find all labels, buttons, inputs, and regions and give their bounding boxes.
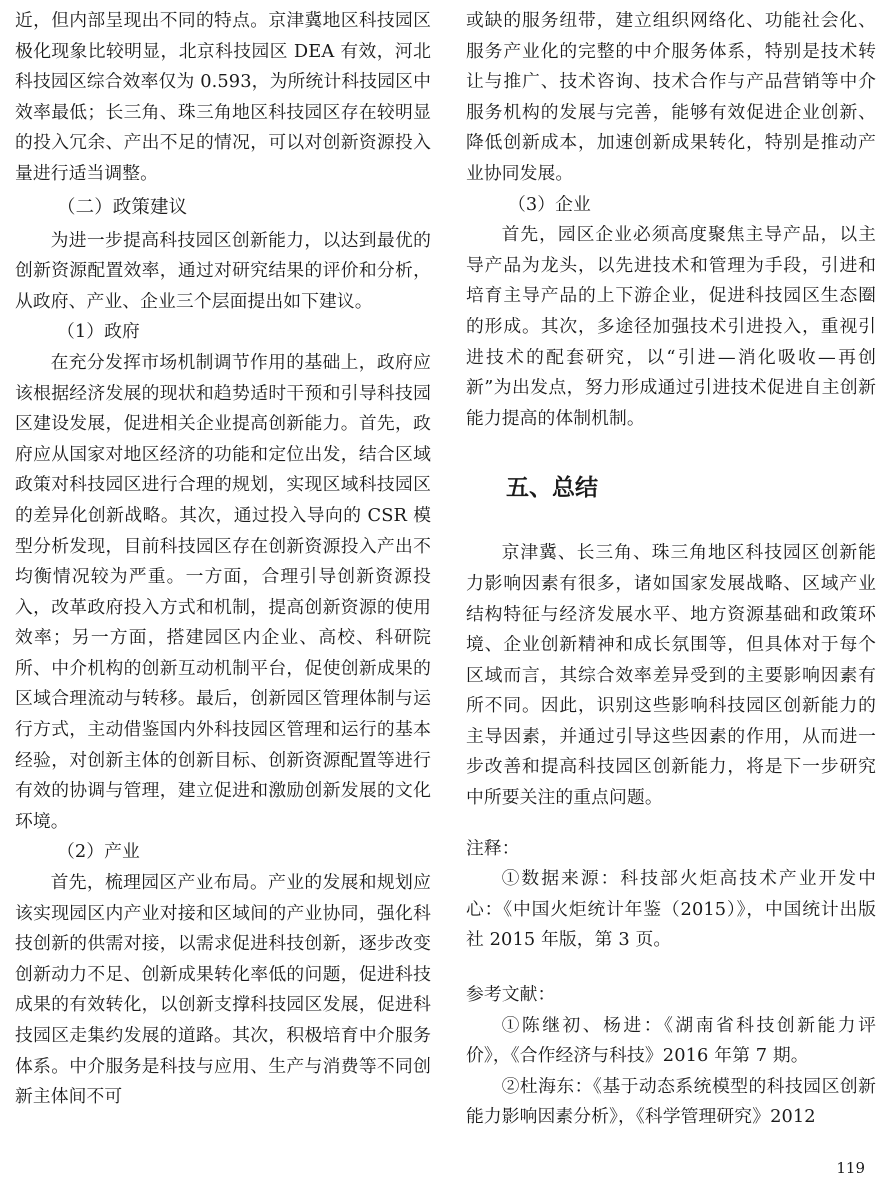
continued-paragraph: 或缺的服务纽带，建立组织网络化、功能社会化、服务产业化的完整的中介服务体系，特别是技术转让与推广、技术咨询、技术合作与产品营销等中介服务机构的发展与完善，能够有效促进企业创新、降低创新成本，加速创新成果转化，特别是推动产业协同发展。	[466, 10, 876, 184]
paragraph: 首先，梳理园区产业布局。产业的发展和规划应该实现园区内产业对接和区域间的产业协同，强化科技创新的供需对接，以需求促进科技创新，逐步改变创新动力不足、创新成果转化率低的问题，促进科技成果的有效转化，以创新支撑科技园区发展，促进科技园区走集约发展的道路。其次，积极培育中介服务体系。中介服务是科技与应用、生产与消费等不同创新主体间不可	[15, 872, 431, 1108]
continued-paragraph: 近，但内部呈现出不同的特点。京津冀地区科技园区极化现象比较明显，北京科技园区 DEA 有效，河北科技园区综合效率仅为 0.593，为所统计科技园区中效率最低；长三角、珠三角地区科技园区存在较明显的投入冗余、产出不足的情况，可以对创新资源投入量进行适当调整。	[15, 10, 431, 184]
right-column	[466, 6, 876, 1133]
paragraph: 在充分发挥市场机制调节作用的基础上，政府应该根据经济发展的现状和趋势适时干预和引导科技园区建设发展，促进相关企业提高创新能力。首先，政府应从国家对地区经济的功能和定位出发，结合区域政策对科技园区进行合理的规划，实现区域科技园区的差异化创新战略。其次，通过投入导向的 CSR 模型分析发现，目前科技园区存在创新资源投入产出不均衡情况较为严重。一方面，合理引导创新资源投入，改革政府投入方式和机制，提高创新资源的使用效率；另一方面，搭建园区内企业、高校、科研院所、中介机构的创新互动机制平台，促使创新成果的区域合理流动与转移。最后，创新园区管理体制与运行方式，主动借鉴国内外科技园区管理和运行的基本经验，对创新主体的创新目标、创新资源配置等进行有效的协调与管理，建立促进和激励创新发展的文化环境。	[15, 351, 431, 832]
references-label: 参考文献：	[466, 984, 556, 1006]
page-number: 119	[836, 1159, 865, 1177]
section-title-conclusion: 五、总结	[506, 474, 598, 502]
paragraph: 首先，园区企业必须高度聚焦主导产品，以主导产品为龙头，以先进技术和管理为手段，引进和培育主导产品的上下游企业，促进科技园区生态圈的形成。其次，多途径加强技术引进投入，重视引进技术的配套研究，以“引进—消化吸收—再创新”为出发点，努力形成通过引进技术促进自主创新能力提高的体制机制。	[466, 224, 876, 429]
left-column	[15, 6, 431, 1113]
reference-item: ①陈继初、杨进：《湖南省科技创新能力评价》，《合作经济与科技》2016 年第 7 期。	[466, 1014, 876, 1067]
section-heading-policy: （二）政策建议	[57, 196, 188, 218]
subheading-industry: （2）产业	[57, 841, 140, 863]
reference-item: ②杜海东：《基于动态系统模型的科技园区创新能力影响因素分析》，《科学管理研究》2012	[466, 1075, 876, 1128]
conclusion-paragraph: 京津冀、长三角、珠三角地区科技园区创新能力影响因素有很多，诸如国家发展战略、区域产业结构特征与经济发展水平、地方资源基础和政策环境、企业创新精神和成长氛围等，但具体对于每个区域而言，其综合效率差异受到的主要影响因素有所不同。因此，识别这些影响科技园区创新能力的主导因素，并通过引导这些因素的作用，从而进一步改善和提高科技园区创新能力，将是下一步研究中所要关注的重点问题。	[466, 542, 876, 809]
paragraph: 为进一步提高科技园区创新能力，以达到最优的创新资源配置效率，通过对研究结果的评价和分析，从政府、产业、企业三个层面提出如下建议。	[15, 229, 431, 312]
subheading-enterprise: （3）企业	[508, 193, 591, 215]
subheading-government: （1）政府	[57, 321, 140, 343]
note-item: ①数据来源：科技部火炬高技术产业开发中心：《中国火炬统计年鉴（2015）》，中国统计出版社 2015 年版，第 3 页。	[466, 868, 876, 951]
notes-label: 注释：	[466, 837, 520, 859]
